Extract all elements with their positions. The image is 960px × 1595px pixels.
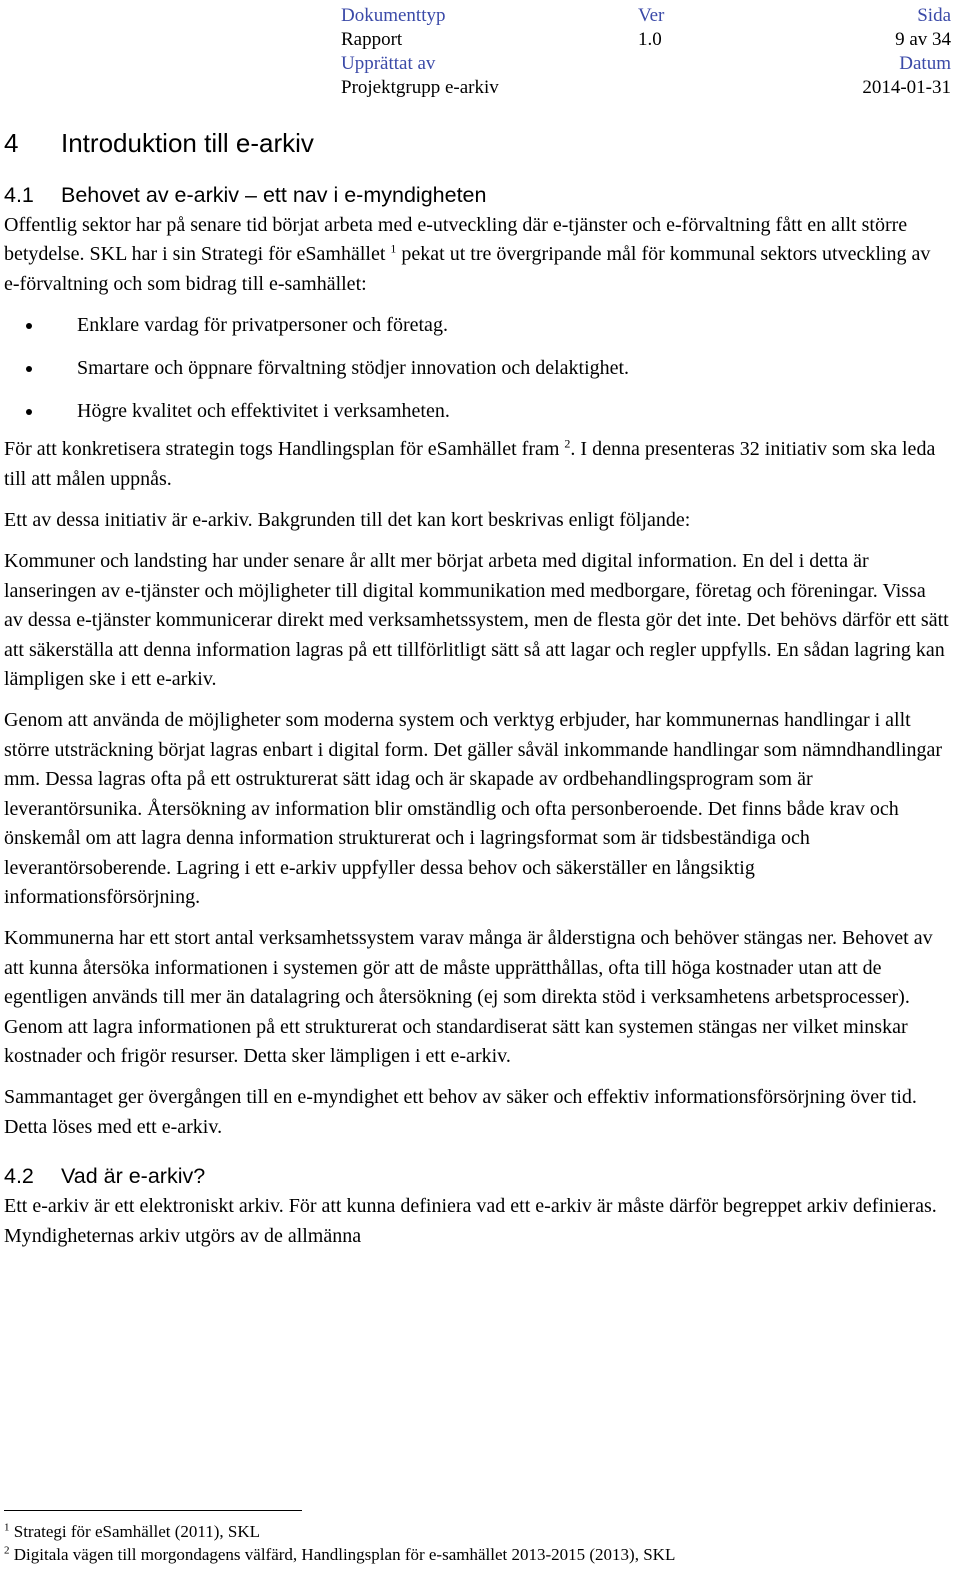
footnote-2: $^2$ Digitala vägen till morgondagens välfärd, Handlingsplan för e-samhället 2013-2015 (2013), SKL: [4, 1544, 676, 1564]
list-item: Smartare och öppnare förvaltning stödjer innovation och delaktighet.: [4, 354, 949, 397]
section-4-number: 4: [4, 128, 19, 158]
intro-paragraph: Offentlig sektor har på senare tid börjat arbeta med e-utveckling där e-tjänster och e-förvaltning fått en allt större betydelse. SKL har i sin Strategi för eSamhället $^1$ pekat ut tre övergripande mål för kommunal sektors utveckling av e-förvaltning och som bidrag till e-samhället:: [4, 214, 931, 295]
footnote-ref-1: 1: [390, 241, 397, 256]
paragraph-handlingsplan: För att konkretisera strategin togs Handlingsplan för eSamhället fram $^2$. I denna presenteras 32 initiativ som ska leda till att målen uppnås.: [4, 436, 936, 490]
date-value: 2014-01-31: [862, 77, 951, 98]
bullet-icon: [26, 323, 32, 329]
date-label: Datum: [899, 53, 951, 74]
goals-list: [4, 311, 949, 435]
footnote-1: $^1$ Strategi för eSamhället (2011), SKL: [4, 1521, 261, 1541]
section-4-1-number: 4.1: [4, 183, 34, 207]
paragraph-digital-information: Kommuner och landsting har under senare år allt mer börjat arbeta med digital information. En del i detta är lanseringen av e-tjänster och möjligheter till digital kommunikation med medborgare, företag och föreningar. Vissa av dessa e-tjänster kommunicerar direkt med verksamhetssystem, men de flesta gör det inte. Det behövs därför ett sätt att säkerställa att denna information lagras på ett tillförlitligt sätt så att lagar och regler uppfylls. En sådan lagring kan lämpligen ske i ett e-arkiv.: [4, 550, 949, 691]
section-4-2-heading: [4, 1162, 949, 1190]
bullet-icon: [26, 409, 32, 415]
paragraph-sammantaget: Sammantaget ger övergången till en e-myndighet ett behov av säker och effektiv informationsförsörjning över tid. Detta löses med ett e-arkiv.: [4, 1086, 917, 1138]
page-value: 9 av 34: [895, 29, 951, 50]
list-item: Enklare vardag för privatpersoner och företag.: [4, 311, 949, 354]
bullet-icon: [26, 366, 32, 372]
footnote-divider: [4, 1510, 302, 1511]
paragraph-vad-ar-e-arkiv: Ett e-arkiv är ett elektroniskt arkiv. För att kunna definiera vad ett e-arkiv är måste därför begreppet arkiv definieras. Myndigheternas arkiv utgörs av de allmänna: [4, 1195, 937, 1247]
paragraph-verksamhetssystem: Kommunerna har ett stort antal verksamhetssystem varav många är ålderstigna och behöver stängas ner. Behovet av att kunna återsöka informationen i systemen gör att de måste upprätthållas, ofta till höga kostnader utan att de egentligen används till mer än datalagring och återsökning (ej som direkta stöd i verksamhetens arbetsprocesser). Genom att lagra informationen på ett strukturerat och standardiserat sätt kan systemen stängas ner vilket minskar kostnader och frigör resurser. Detta sker lämpligen i ett e-arkiv.: [4, 927, 933, 1067]
author-value: Projektgrupp e-arkiv: [341, 77, 499, 98]
paragraph-initiativ: Ett av dessa initiativ är e-arkiv. Bakgrunden till det kan kort beskrivas enligt följande:: [4, 509, 691, 532]
doc-type-label: Dokumenttyp: [341, 5, 446, 26]
list-item: Högre kvalitet och effektivitet i verksamheten.: [4, 397, 949, 435]
section-4-2-title: Vad är e-arkiv?: [61, 1164, 206, 1189]
version-label: Ver: [638, 5, 665, 26]
author-label: Upprättat av: [341, 53, 436, 74]
section-4-1-title: Behovet av e-arkiv – ett nav i e-myndigheten: [61, 183, 487, 207]
page-label: Sida: [917, 5, 951, 26]
version-value: 1.0: [638, 29, 662, 50]
section-4-title: Introduktion till e-arkiv: [61, 128, 314, 158]
document-header: [341, 4, 951, 100]
footnote-ref-2: 2: [564, 436, 571, 451]
section-4-1-heading: [4, 181, 949, 209]
section-4-heading: [4, 126, 949, 160]
doc-type-value: Rapport: [341, 29, 403, 50]
page-body: [4, 126, 949, 1251]
paragraph-moderna-system: Genom att använda de möjligheter som moderna system och verktyg erbjuder, har kommunernas handlingar i allt större utsträckning börjat lagras enbart i digital form. Det gäller såväl inkommande handlingar som nämndhandlingar mm. Dessa lagras ofta på ett ostrukturerat sätt idag och är skapade av ordbehandlingsprogram som är leverantörsunika. Återsökning av information blir omständlig och ofta personberoende. Det finns både krav och önskemål om att lagra denna information strukturerat och i lagringsformat som är tidsbeständiga och leverantörsoberende. Lagring i ett e-arkiv uppfyller dessa behov och säkerställer en långsiktig informationsförsörjning.: [4, 709, 943, 908]
section-4-2-number: 4.2: [4, 1164, 34, 1189]
